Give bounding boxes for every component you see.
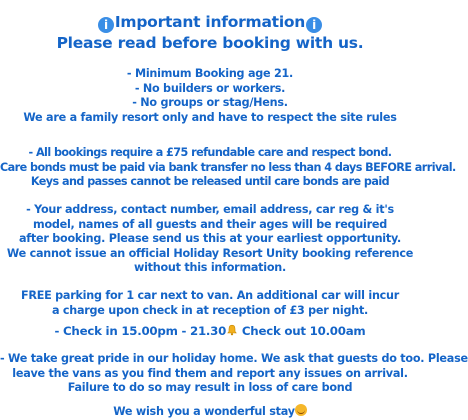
guest-details-info (0, 203, 420, 276)
info-icon: i (306, 17, 322, 33)
farewell (0, 404, 420, 420)
rule-line: - No groups or stag/Hens. (132, 96, 288, 110)
details-line: model, names of all guests and their ages will be required (33, 217, 387, 231)
bond-line: Keys and passes cannot be released until care bonds are paid (30, 175, 390, 189)
checkin-times (0, 324, 420, 339)
details-line: - Your address, contact number, email address, car reg & it's (26, 203, 394, 216)
details-line: after booking. Please send us this at your earliest opportunity. (18, 232, 402, 246)
rule-line: - No builders or workers. (134, 81, 286, 95)
page-title: Important information (114, 13, 306, 31)
rule-line: - Minimum Booking age 21. (126, 67, 294, 80)
smile-icon (295, 404, 307, 416)
times-line (0, 324, 420, 339)
details-line: without this information. (134, 261, 286, 275)
bond-line: Care bonds must be paid via bank transfer no less than 4 days BEFORE arrival. (0, 160, 456, 174)
details-line: We cannot issue an official Holiday Resort Unity booking reference (6, 246, 414, 260)
care-line: leave the vans as you find them and report any issues on arrival. (12, 366, 408, 380)
farewell-text: We wish you a wonderful stay (113, 405, 295, 418)
checkin-text: - Check in 15.00pm - 21.30 (54, 324, 227, 338)
rule-line: We are a family resort only and have to respect the site rules (23, 110, 397, 124)
care-line: - We take great pride in our holiday home. We ask that guests do too. Please (0, 352, 468, 365)
booking-rules (0, 67, 420, 125)
parking-line: FREE parking for 1 car next to van. An additional car will incur (20, 289, 400, 302)
care-info (0, 352, 468, 396)
parking-info (0, 289, 420, 318)
page-subtitle: Please read before booking with us. (56, 34, 364, 52)
care-line: Failure to do so may result in loss of care bond (67, 381, 353, 395)
bond-line: - All bookings require a £75 refundable care and respect bond. (28, 146, 392, 159)
parking-line: a charge upon check in at reception of £3 per night. (51, 303, 369, 317)
farewell-line (0, 404, 420, 420)
bell-icon (226, 324, 238, 336)
title-line (0, 12, 420, 33)
info-icon: i (98, 17, 114, 33)
bond-info (0, 146, 456, 190)
header (0, 12, 420, 54)
checkout-text: Check out 10.00am (238, 324, 366, 338)
